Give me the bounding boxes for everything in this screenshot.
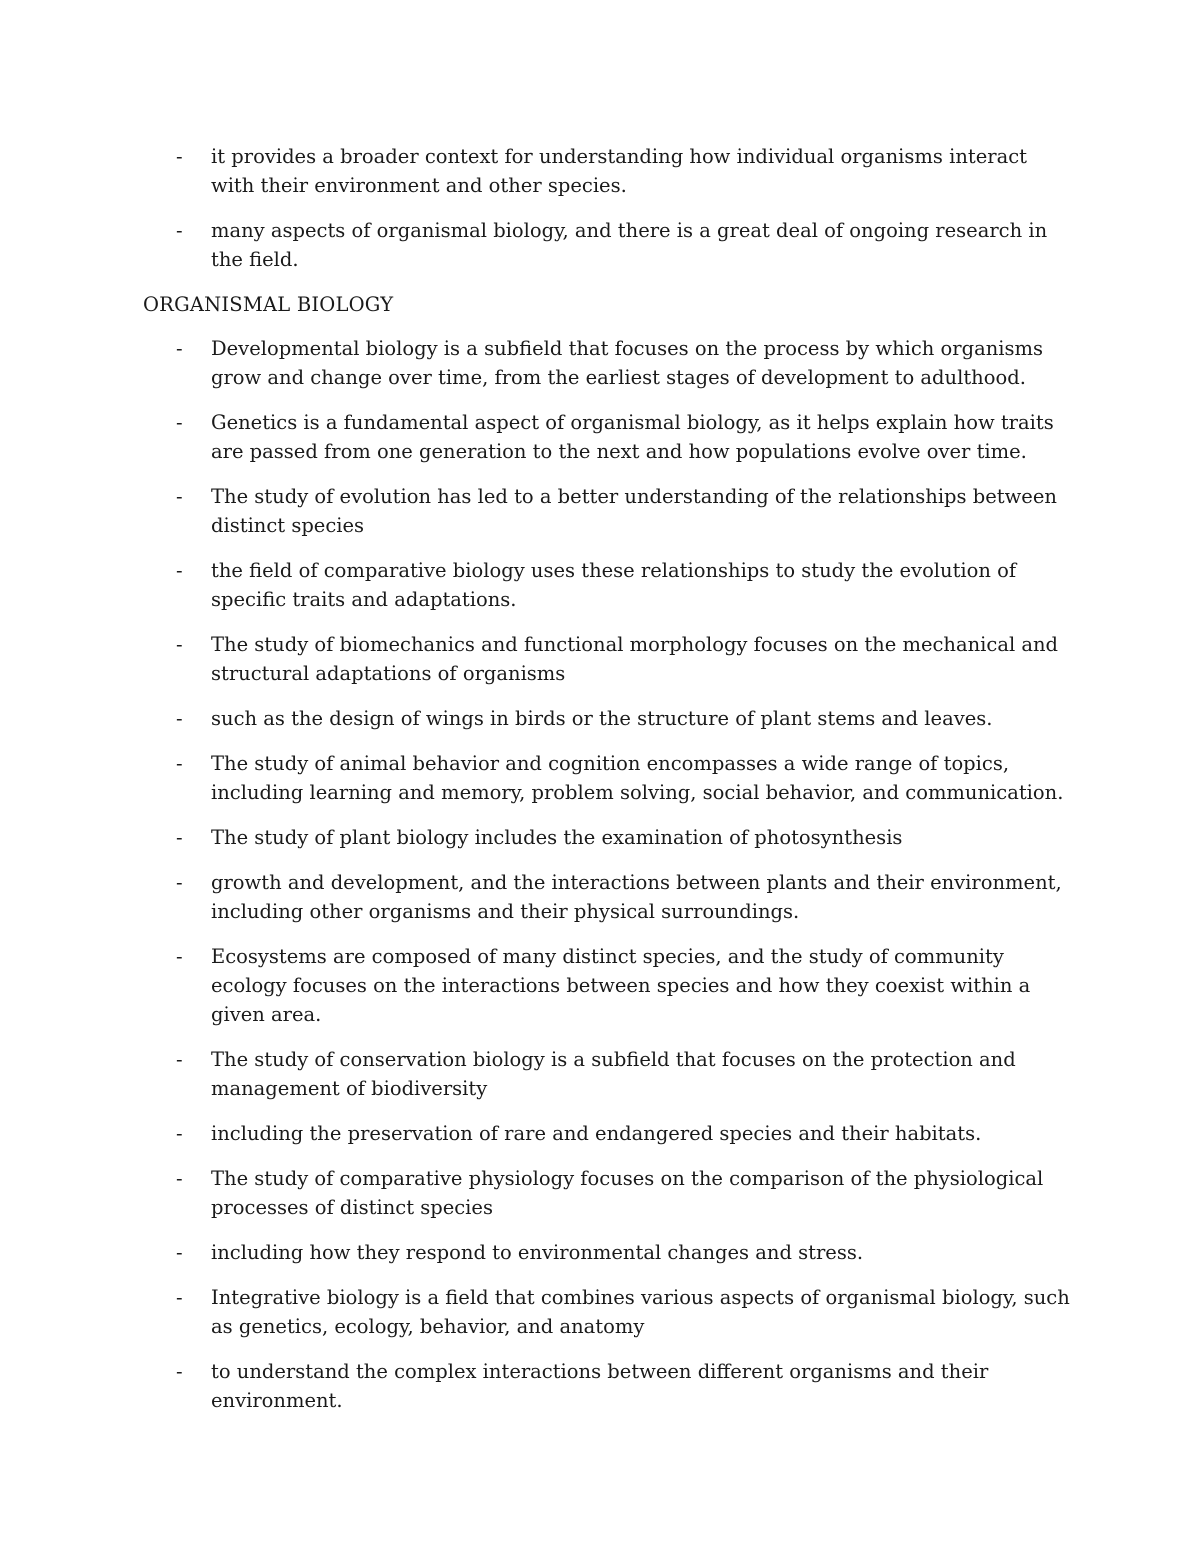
- bullet-dash: -: [176, 337, 183, 360]
- bullet-dash: -: [176, 1048, 183, 1071]
- list-item-text: including how they respond to environmental changes and stress.: [211, 1241, 864, 1264]
- list-item: [143, 1283, 1073, 1341]
- list-item: [143, 334, 1073, 392]
- list-item-text: to understand the complex interactions between different organisms and their environment.: [211, 1360, 989, 1412]
- list-item: [143, 1164, 1073, 1222]
- intro-bullet-list: [143, 142, 1073, 274]
- list-item-text: Developmental biology is a subfield that focuses on the process by which organisms grow and change over time, from the earliest stages of development to adulthood.: [211, 337, 1044, 389]
- list-item-text: The study of animal behavior and cognition encompasses a wide range of topics, including learning and memory, problem solving, social behavior, and communication.: [211, 752, 1064, 804]
- list-item: [143, 142, 1073, 200]
- bullet-dash: -: [176, 559, 183, 582]
- list-item: [143, 823, 1073, 852]
- list-item-text: such as the design of wings in birds or the structure of plant stems and leaves.: [211, 707, 993, 730]
- bullet-dash: -: [176, 145, 183, 168]
- list-item-text: The study of plant biology includes the examination of photosynthesis: [211, 826, 903, 849]
- list-item: [143, 868, 1073, 926]
- list-item-text: many aspects of organismal biology, and there is a great deal of ongoing research in the field.: [211, 219, 1048, 271]
- bullet-dash: -: [176, 826, 183, 849]
- bullet-dash: -: [176, 752, 183, 775]
- bullet-dash: -: [176, 1360, 183, 1383]
- list-item-text: Ecosystems are composed of many distinct species, and the study of community ecology focuses on the interactions between species and how they coexist within a given area.: [211, 945, 1031, 1026]
- list-item: [143, 630, 1073, 688]
- bullet-dash: -: [176, 633, 183, 656]
- list-item-text: The study of conservation biology is a subfield that focuses on the protection and management of biodiversity: [211, 1048, 1016, 1100]
- list-item-text: The study of evolution has led to a better understanding of the relationships between distinct species: [211, 485, 1057, 537]
- list-item: [143, 1119, 1073, 1148]
- list-item: [143, 1357, 1073, 1415]
- list-item: [143, 749, 1073, 807]
- list-item: [143, 1238, 1073, 1267]
- list-item: [143, 482, 1073, 540]
- list-item-text: the field of comparative biology uses these relationships to study the evolution of specific traits and adaptations.: [211, 559, 1017, 611]
- list-item: [143, 942, 1073, 1029]
- bullet-dash: -: [176, 1122, 183, 1145]
- list-item-text: Integrative biology is a field that combines various aspects of organismal biology, such as genetics, ecology, behavior, and anatomy: [211, 1286, 1070, 1338]
- list-item: [143, 556, 1073, 614]
- bullet-dash: -: [176, 485, 183, 508]
- bullet-dash: -: [176, 1241, 183, 1264]
- list-item-text: The study of comparative physiology focuses on the comparison of the physiological processes of distinct species: [211, 1167, 1044, 1219]
- bullet-dash: -: [176, 219, 183, 242]
- list-item-text: it provides a broader context for understanding how individual organisms interact with their environment and other species.: [211, 145, 1027, 197]
- list-item: [143, 704, 1073, 733]
- bullet-dash: -: [176, 945, 183, 968]
- list-item-text: growth and development, and the interactions between plants and their environment, including other organisms and their physical surroundings.: [211, 871, 1062, 923]
- bullet-dash: -: [176, 1167, 183, 1190]
- list-item: [143, 408, 1073, 466]
- bullet-dash: -: [176, 707, 183, 730]
- bullet-dash: -: [176, 411, 183, 434]
- list-item-text: including the preservation of rare and endangered species and their habitats.: [211, 1122, 982, 1145]
- list-item-text: The study of biomechanics and functional morphology focuses on the mechanical and structural adaptations of organisms: [211, 633, 1059, 685]
- bullet-dash: -: [176, 871, 183, 894]
- section-heading: ORGANISMAL BIOLOGY: [143, 293, 394, 316]
- bullet-dash: -: [176, 1286, 183, 1309]
- list-item-text: Genetics is a fundamental aspect of organismal biology, as it helps explain how traits are passed from one generation to the next and how populations evolve over time.: [211, 411, 1054, 463]
- section-bullet-list: [143, 334, 1073, 1415]
- document-content: [143, 142, 1073, 1431]
- list-item: [143, 216, 1073, 274]
- list-item: [143, 1045, 1073, 1103]
